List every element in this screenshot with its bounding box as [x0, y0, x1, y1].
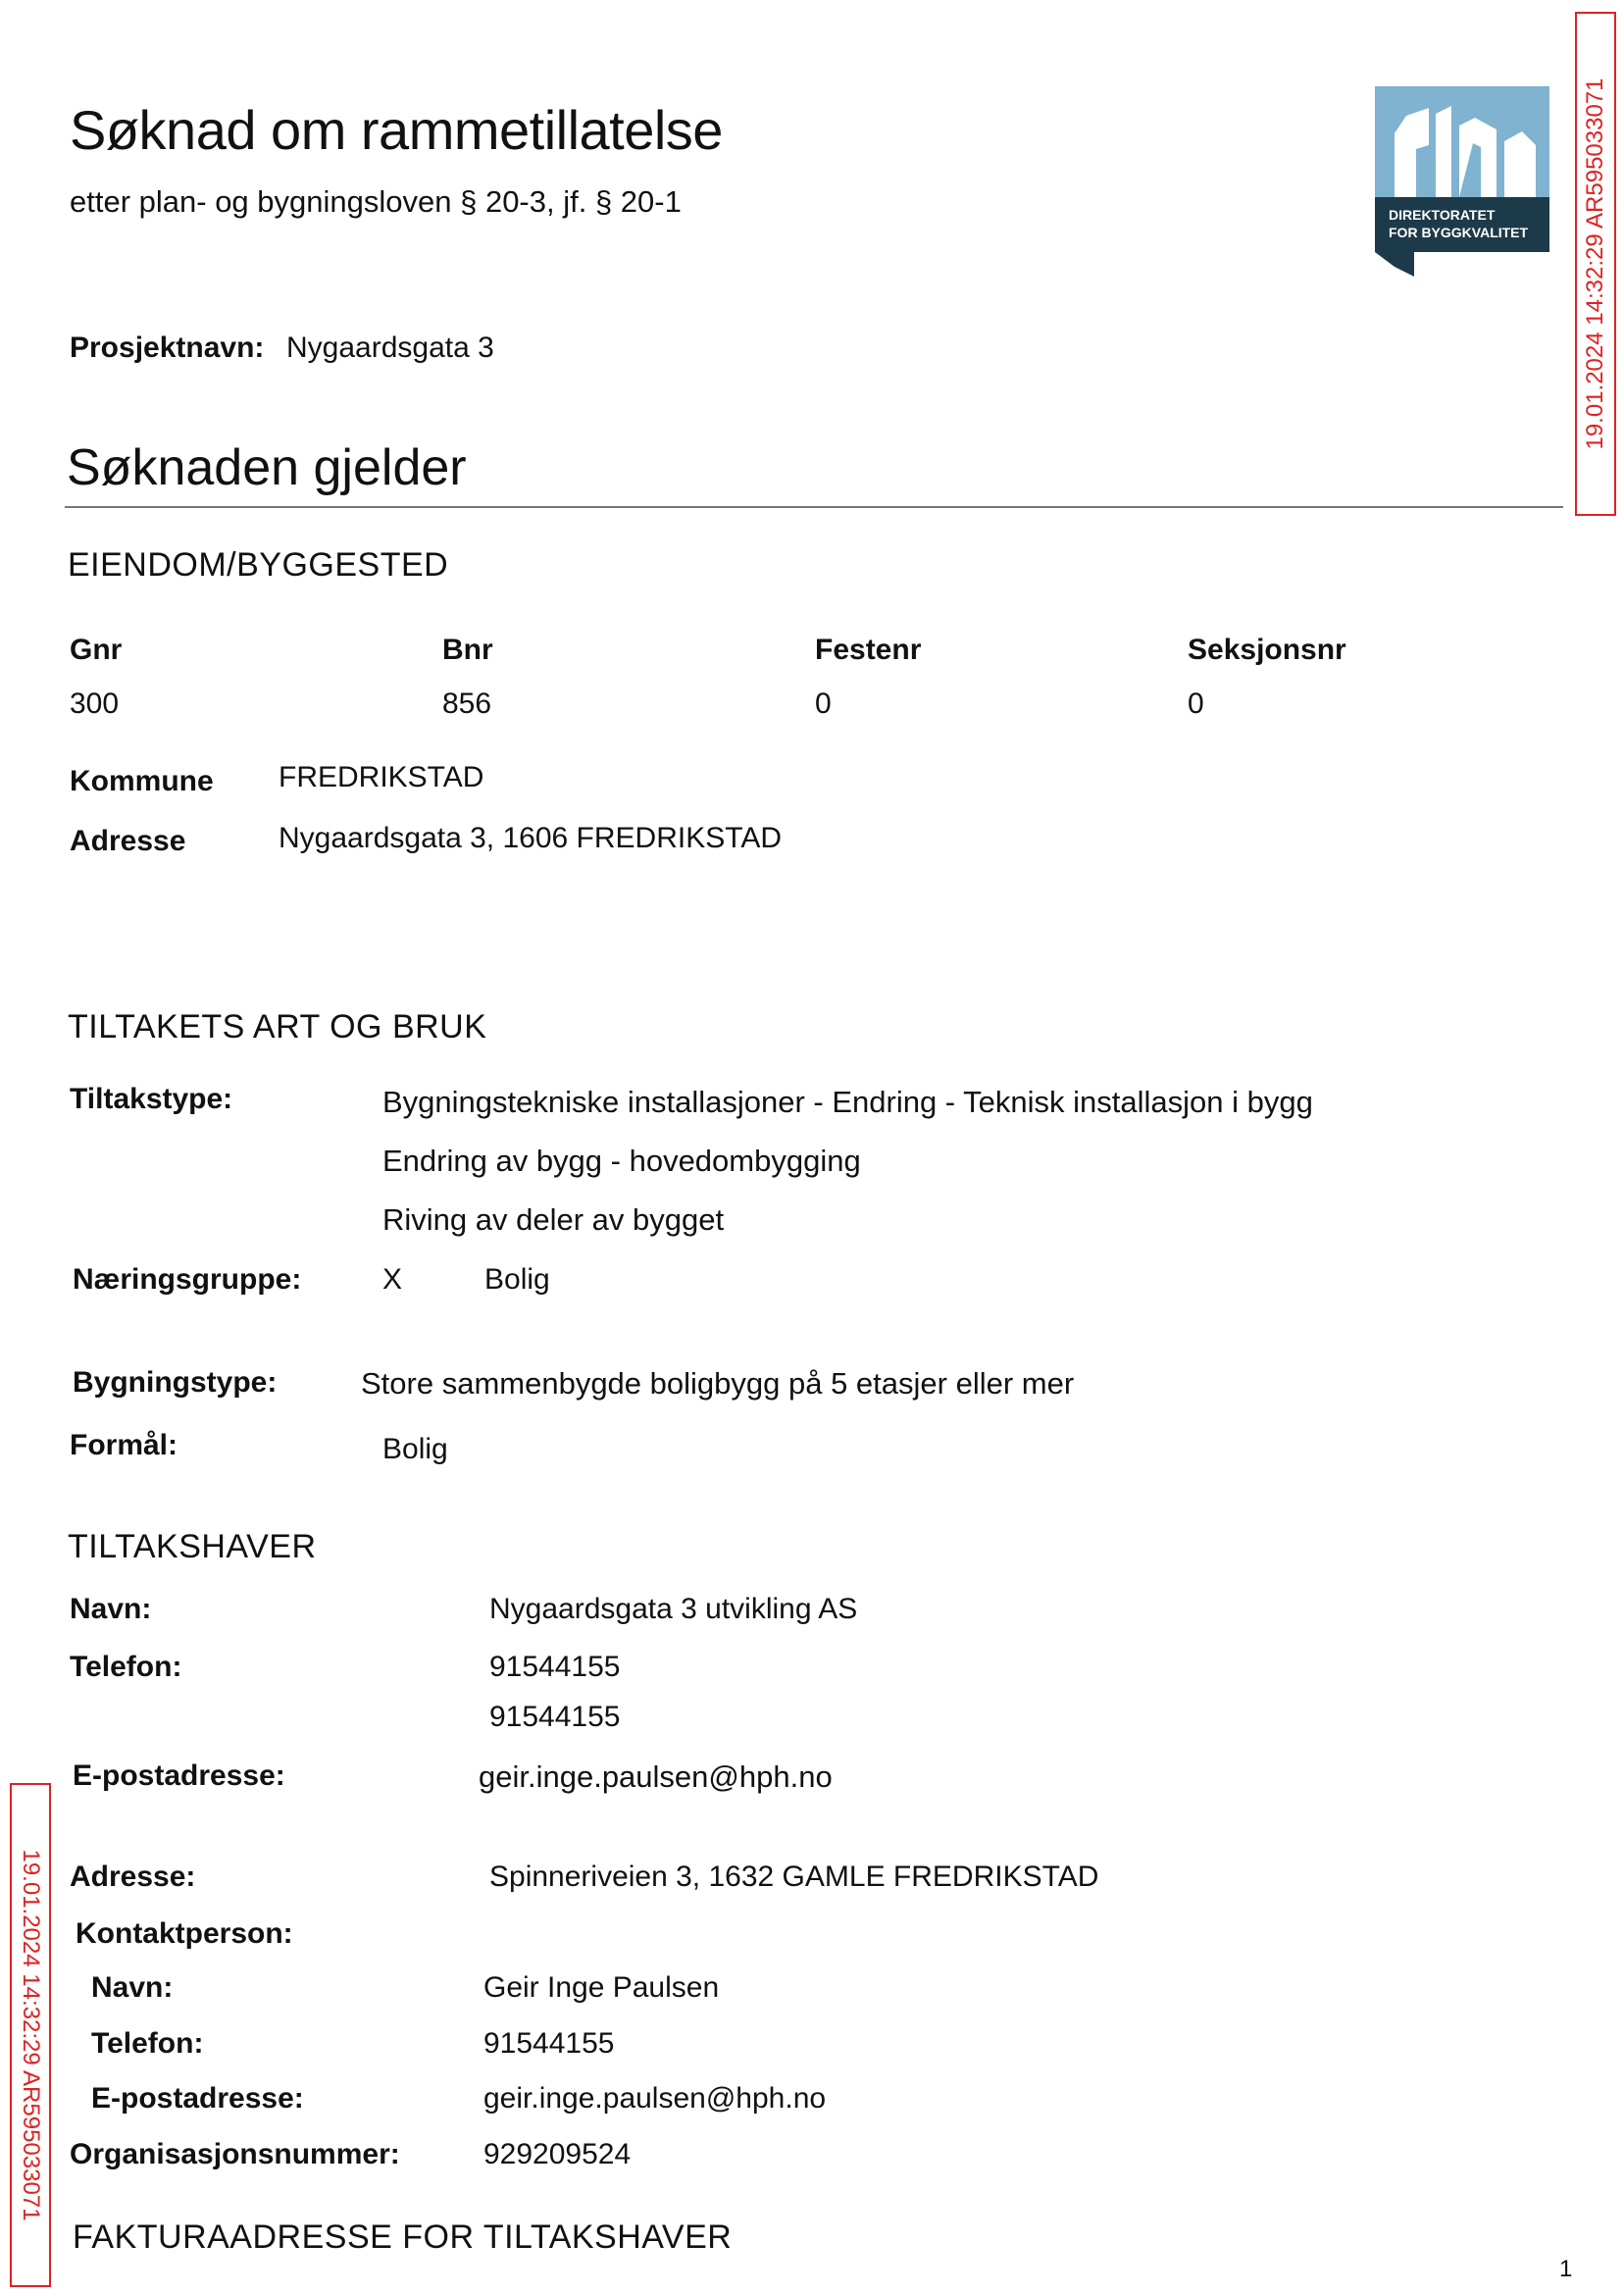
tiltakshaver-telefon-value: 91544155: [489, 1701, 621, 1733]
tiltakshaver-adresse-label: Adresse:: [70, 1861, 196, 1893]
page-number: 1: [1559, 2256, 1573, 2282]
naeringsgruppe-label: Næringsgruppe:: [73, 1263, 302, 1296]
tiltakstype-label: Tiltakstype:: [70, 1083, 233, 1115]
document-subtitle: etter plan- og bygningsloven § 20-3, jf. § 20-1: [70, 184, 682, 219]
orgnr-label: Organisasjonsnummer:: [70, 2138, 400, 2170]
formal-value: Bolig: [382, 1433, 448, 1465]
kontakt-telefon-value: 91544155: [483, 2027, 615, 2060]
adresse-value: Nygaardsgata 3, 1606 FREDRIKSTAD: [279, 822, 783, 854]
eiendom-heading: EIENDOM/BYGGESTED: [68, 546, 449, 584]
gnr-label: Gnr: [70, 634, 123, 666]
tiltakshaver-heading: TILTAKSHAVER: [68, 1528, 317, 1565]
tiltak-heading: TILTAKETS ART OG BRUK: [68, 1008, 487, 1045]
document-title: Søknad om rammetillatelse: [70, 99, 723, 161]
project-name-value: Nygaardsgata 3: [286, 331, 494, 364]
gnr-value: 300: [70, 688, 120, 720]
festenr-value: 0: [815, 688, 832, 720]
kontakt-telefon-label: Telefon:: [91, 2027, 204, 2060]
kontakt-navn-label: Navn:: [91, 1971, 174, 2004]
section-divider: [65, 506, 1563, 508]
tiltakstype-item: Bygningstekniske installasjoner - Endring - Teknisk installasjon i bygg: [382, 1085, 1313, 1119]
bygningstype-value: Store sammenbygde boligbygg på 5 etasjer eller mer: [361, 1366, 1075, 1401]
orgnr-value: 929209524: [483, 2138, 632, 2170]
dibk-logo: [1375, 86, 1549, 277]
logo-text-line2: FOR BYGGKVALITET: [1389, 225, 1529, 240]
adresse-label: Adresse: [70, 825, 186, 857]
kontakt-navn-value: Geir Inge Paulsen: [483, 1971, 720, 2004]
tiltakshaver-epost-value: geir.inge.paulsen@hph.no: [479, 1759, 833, 1794]
timestamp-stamp-bottom: [10, 1783, 51, 2287]
section-heading: Søknaden gjelder: [67, 439, 467, 496]
tiltakshaver-telefon-label: Telefon:: [70, 1651, 182, 1683]
naeringsgruppe-code: X: [382, 1263, 403, 1296]
bnr-label: Bnr: [442, 634, 493, 666]
tiltakshaver-adresse-value: Spinneriveien 3, 1632 GAMLE FREDRIKSTAD: [489, 1861, 1099, 1893]
tiltakshaver-epost-label: E-postadresse:: [73, 1759, 285, 1792]
tiltakstype-item: Riving av deler av bygget: [382, 1202, 725, 1237]
kontakt-epost-label: E-postadresse:: [91, 2082, 304, 2115]
tiltakshaver-navn-value: Nygaardsgata 3 utvikling AS: [489, 1593, 858, 1625]
faktura-heading: FAKTURAADRESSE FOR TILTAKSHAVER: [73, 2218, 733, 2256]
timestamp-stamp-top: [1575, 12, 1616, 516]
naeringsgruppe-value: Bolig: [484, 1263, 550, 1296]
bnr-value: 856: [442, 688, 492, 720]
formal-label: Formål:: [70, 1429, 178, 1461]
project-name-label: Prosjektnavn:: [70, 331, 265, 364]
logo-text-line1: DIREKTORATET: [1389, 207, 1496, 223]
bygningstype-label: Bygningstype:: [73, 1366, 278, 1399]
stamp-text: 19.01.2024 14:32:29 AR595033071: [18, 1849, 44, 2221]
tiltakstype-item: Endring av bygg - hovedombygging: [382, 1144, 861, 1178]
kontakt-epost-value: geir.inge.paulsen@hph.no: [483, 2082, 827, 2115]
kontaktperson-label: Kontaktperson:: [76, 1917, 293, 1950]
tiltakshaver-navn-label: Navn:: [70, 1593, 152, 1625]
kommune-label: Kommune: [70, 765, 214, 797]
stamp-text: 19.01.2024 14:32:29 AR595033071: [1582, 77, 1608, 450]
kommune-value: FREDRIKSTAD: [279, 761, 484, 793]
seksjonsnr-value: 0: [1188, 688, 1204, 720]
seksjonsnr-label: Seksjonsnr: [1188, 634, 1346, 666]
festenr-label: Festenr: [815, 634, 922, 666]
tiltakshaver-telefon-value: 91544155: [489, 1651, 621, 1683]
